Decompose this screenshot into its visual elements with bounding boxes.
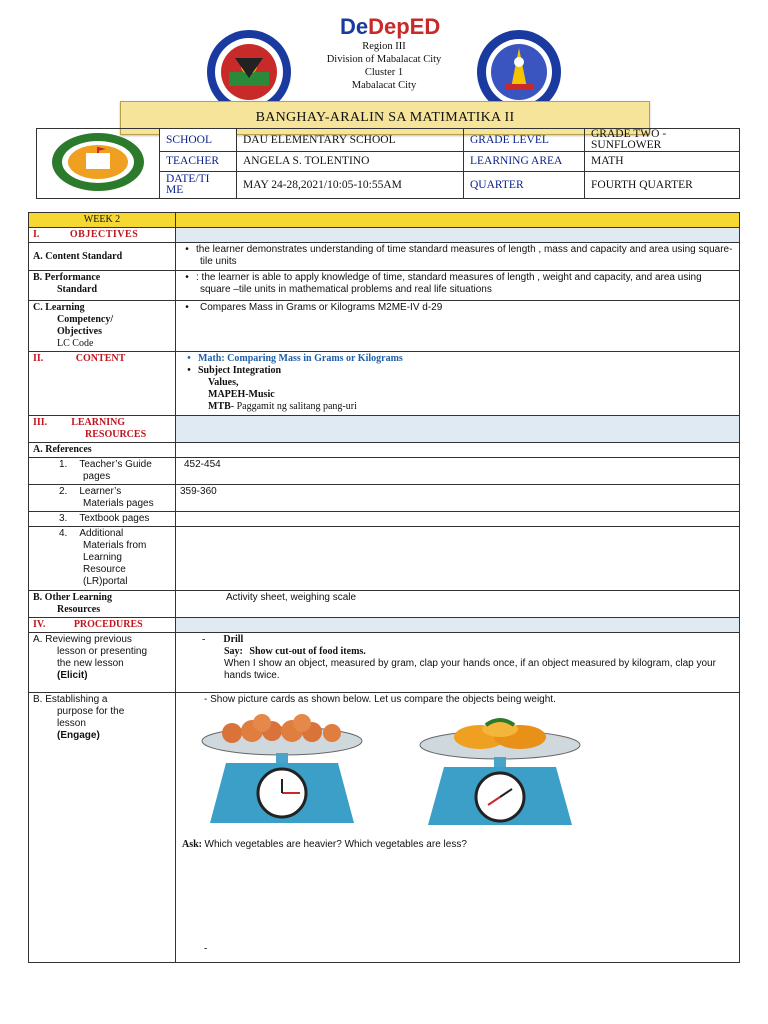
competency-label: C. Learning Competency/ Objectives LC Code: [29, 301, 176, 352]
content-standard-label: A. Content Standard: [29, 243, 176, 271]
school-label: SCHOOL: [160, 129, 237, 152]
grade-value: GRADE TWO - SUNFLOWER: [585, 129, 740, 152]
scale-with-squash: [410, 717, 590, 831]
week-blank: [176, 213, 740, 228]
header-address: [250, 40, 518, 92]
teachers-guide-label: 1. Teacher’s Guide pages: [29, 458, 176, 485]
teacher-value: ANGELA S. TOLENTINO: [237, 152, 464, 171]
lesson-plan-title: BANGHAY-ARALIN SA MATIMATIKA II: [120, 101, 650, 135]
references-blank: [176, 443, 740, 458]
area-value: MATH: [585, 152, 740, 171]
date-label: DATE/TI ME: [160, 171, 237, 198]
drill-text: - Drill Say: Show cut-out of food items. When I show an object, measured by gram, clap your hands once, if an object measured by kilogram, clap your hands twice.: [176, 633, 740, 693]
grade-label: GRADE LEVEL: [464, 129, 585, 152]
week-label: WEEK 2: [29, 213, 176, 228]
competency-text: • Compares Mass in Grams or Kilograms M2ME-IV d-29: [176, 301, 740, 352]
purpose-text: - Show picture cards as shown below. Let us compare the objects being weight.: [204, 694, 556, 705]
school-info-table: [36, 128, 740, 199]
date-value: MAY 24-28,2021/10:05-10:55AM: [237, 171, 464, 198]
purpose-label: B. Establishing a purpose for the lesson (Engage): [29, 693, 176, 963]
trailing-dash: -: [204, 943, 208, 954]
city: Mabalacat City: [351, 80, 417, 91]
procedures-blank: [176, 618, 740, 633]
learners-materials-label: 2. Learner’s Materials pages: [29, 485, 176, 512]
ask-question: Ask: Which vegetables are heavier? Which vegetables are less?: [182, 839, 467, 850]
school-value: DAU ELEMENTARY SCHOOL: [237, 129, 464, 152]
learners-materials-value: 359-360: [176, 485, 740, 512]
objectives-blank: [176, 228, 740, 243]
additional-materials-label: 4. Additional Materials from Learning Resource (LR)portal: [29, 527, 176, 591]
performance-standard-label: B. Performance Standard: [29, 271, 176, 301]
performance-standard-text: • : the learner is able to apply knowledge of time, standard measures of length , weight and capacity, and area using square –tile units in mathematical problems and real life situations: [176, 271, 740, 301]
school-logo: [50, 131, 146, 193]
review-label: A. Reviewing previous lesson or presenting the new lesson (Elicit): [29, 633, 176, 693]
other-resources-label: B. Other Learning Resources: [29, 591, 176, 618]
cluster: Cluster 1: [364, 67, 404, 78]
resources-blank: [176, 416, 740, 443]
quarter-label: QUARTER: [464, 171, 585, 198]
division: Division of Mabalacat City: [326, 54, 442, 65]
area-label: LEARNING AREA: [464, 152, 585, 171]
scale-with-onions: [192, 711, 372, 829]
resources-heading: III. LEARNING RESOURCES: [29, 416, 176, 443]
deped-logo: DeDepED: [340, 14, 441, 39]
teachers-guide-value: 452-454: [176, 458, 740, 485]
school-logo-cell: [37, 129, 160, 199]
references-label: A. References: [29, 443, 176, 458]
quarter-value: FOURTH QUARTER: [585, 171, 740, 198]
lesson-plan-table: [28, 212, 740, 963]
content-heading: II. CONTENT: [29, 352, 176, 416]
purpose-content: [176, 693, 740, 963]
additional-materials-value: [176, 527, 740, 591]
content-text: • Math: Comparing Mass in Grams or Kilograms • Subject Integration Values, MAPEH-Music MTB- Paggamit ng salitang pang-uri: [176, 352, 740, 416]
teacher-label: TEACHER: [160, 152, 237, 171]
region: Region III: [362, 41, 406, 52]
textbook-label: 3. Textbook pages: [29, 512, 176, 527]
procedures-heading: IV. PROCEDURES: [29, 618, 176, 633]
objectives-heading: I. OBJECTIVES: [29, 228, 176, 243]
textbook-value: [176, 512, 740, 527]
content-standard-text: • the learner demonstrates understanding of time standard measures of length , mass and capacity and area using square-tile units: [176, 243, 740, 271]
other-resources-value: Activity sheet, weighing scale: [176, 591, 740, 618]
